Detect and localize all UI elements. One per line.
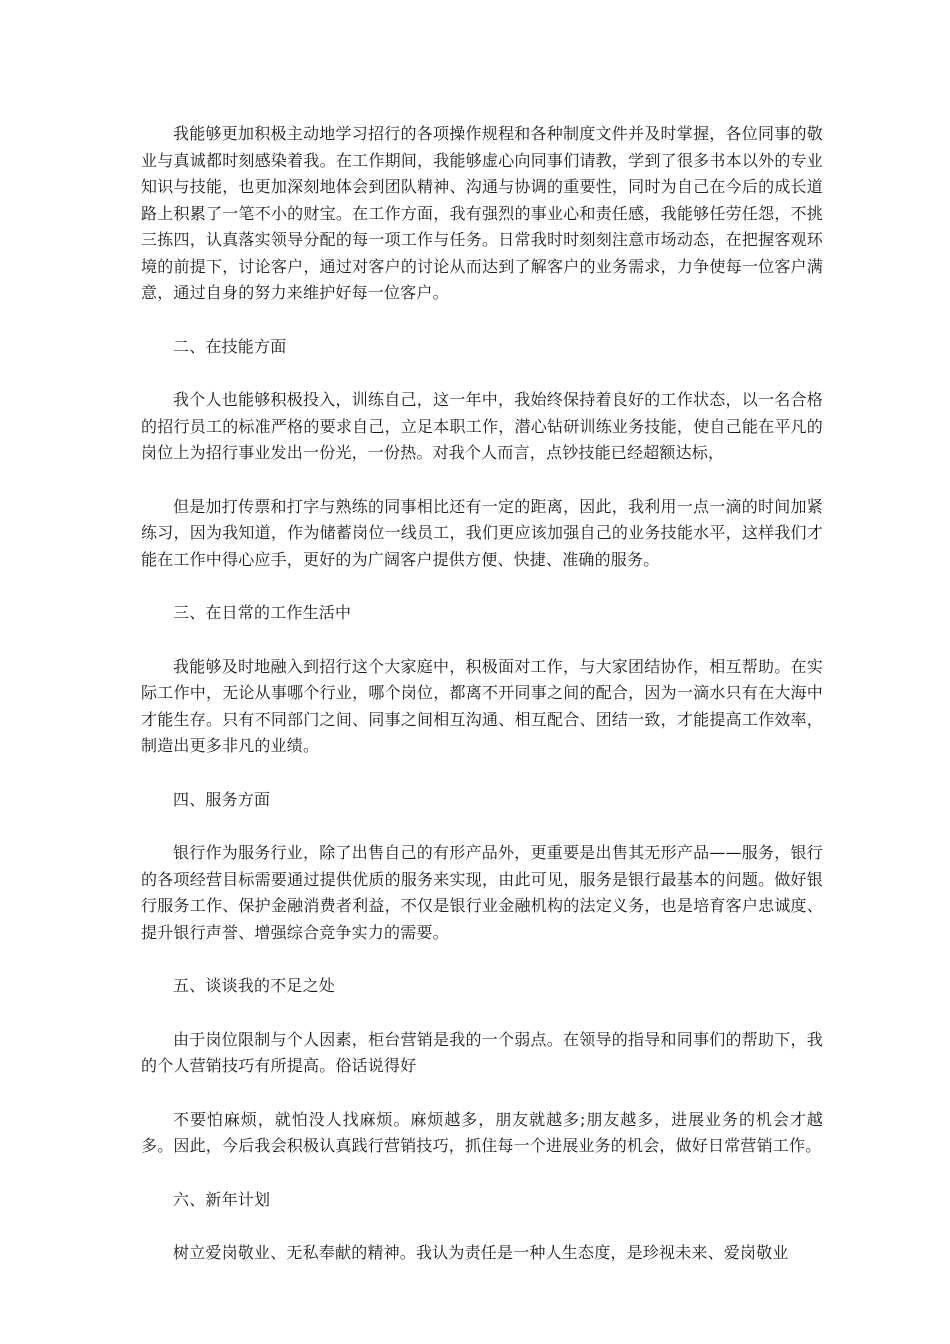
section-heading: 四、服务方面	[173, 789, 271, 809]
paragraph: 我能够及时地融入到招行这个大家庭中，积极面对工作，与大家团结协作，相互帮助。在实际工作中，无论从事哪个行业，哪个岗位，都离不开同事之间的配合，因为一滴水只有在大海中才能生存。只有不同部门之间、同事之间相互沟通、相互配合、团结一致，才能提高工作效率，制造出更多非凡的业绩。	[141, 656, 823, 755]
section-heading: 五、谈谈我的不足之处	[173, 976, 336, 995]
paragraph: 树立爱岗敬业、无私奉献的精神。我认为责任是一种人生态度，是珍视未来、爱岗敬业	[173, 1243, 789, 1262]
section-heading: 六、新年计划	[173, 1189, 271, 1209]
section-heading: 三、在日常的工作生活中	[173, 603, 352, 622]
paragraph: 由于岗位限制与个人因素，柜台营销是我的一个弱点。在领导的指导和同事们的帮助下，我的个人营销技巧有所提高。俗话说得好	[141, 1029, 823, 1075]
section-heading: 二、在技能方面	[173, 336, 287, 356]
paragraph: 不要怕麻烦，就怕没人找麻烦。麻烦越多，朋友就越多;朋友越多，进展业务的机会才越多。因此，今后我会积极认真践行营销技巧，抓住每一个进展业务的机会，做好日常营销工作。	[141, 1109, 823, 1155]
paragraph: 但是加打传票和打字与熟练的同事相比还有一定的距离，因此，我利用一点一滴的时间加紧练习，因为我知道，作为储蓄岗位一线员工，我们更应该加强自己的业务技能水平，这样我们才能在工作中得心应手，更好的为广阔客户提供方便、快捷、准确的服务。	[141, 496, 823, 569]
paragraph: 我个人也能够积极投入，训练自己，这一年中，我始终保持着良好的工作状态，以一名合格的招行员工的标准严格的要求自己，立足本职工作，潜心钻研训练业务技能，使自己能在平凡的岗位上为招行事业发出一份光，一份热。对我个人而言，点钞技能已经超额达标，	[141, 390, 823, 462]
paragraph: 我能够更加积极主动地学习招行的各项操作规程和各种制度文件并及时掌握，各位同事的敬业与真诚都时刻感染着我。在工作期间，我能够虚心向同事们请教，学到了很多书本以外的专业知识与技能，也更加深刻地体会到团队精神、沟通与协调的重要性，同时为自己在今后的成长道路上积累了一笔不小的财宝。在工作方面，我有强烈的事业心和责任感，我能够任劳任怨，不挑三拣四，认真落实领导分配的每一项工作与任务。日常我时时刻刻注意市场动态，在把握客观环境的前提下，讨论客户，通过对客户的讨论从而达到了解客户的业务需求，力争使每一位客户满意，通过自身的努力来维护好每一位客户。	[141, 124, 823, 302]
document-body	[141, 121, 823, 1294]
paragraph: 银行作为服务行业，除了出售自己的有形产品外，更重要是出售其无形产品——服务，银行的各项经营目标需要通过提供优质的服务来实现，由此可见，服务是银行最基本的问题。做好银行服务工作、保护金融消费者利益，不仅是银行业金融机构的法定义务，也是培育客户忠诚度、提升银行声誉、增强综合竞争实力的需要。	[141, 843, 823, 942]
